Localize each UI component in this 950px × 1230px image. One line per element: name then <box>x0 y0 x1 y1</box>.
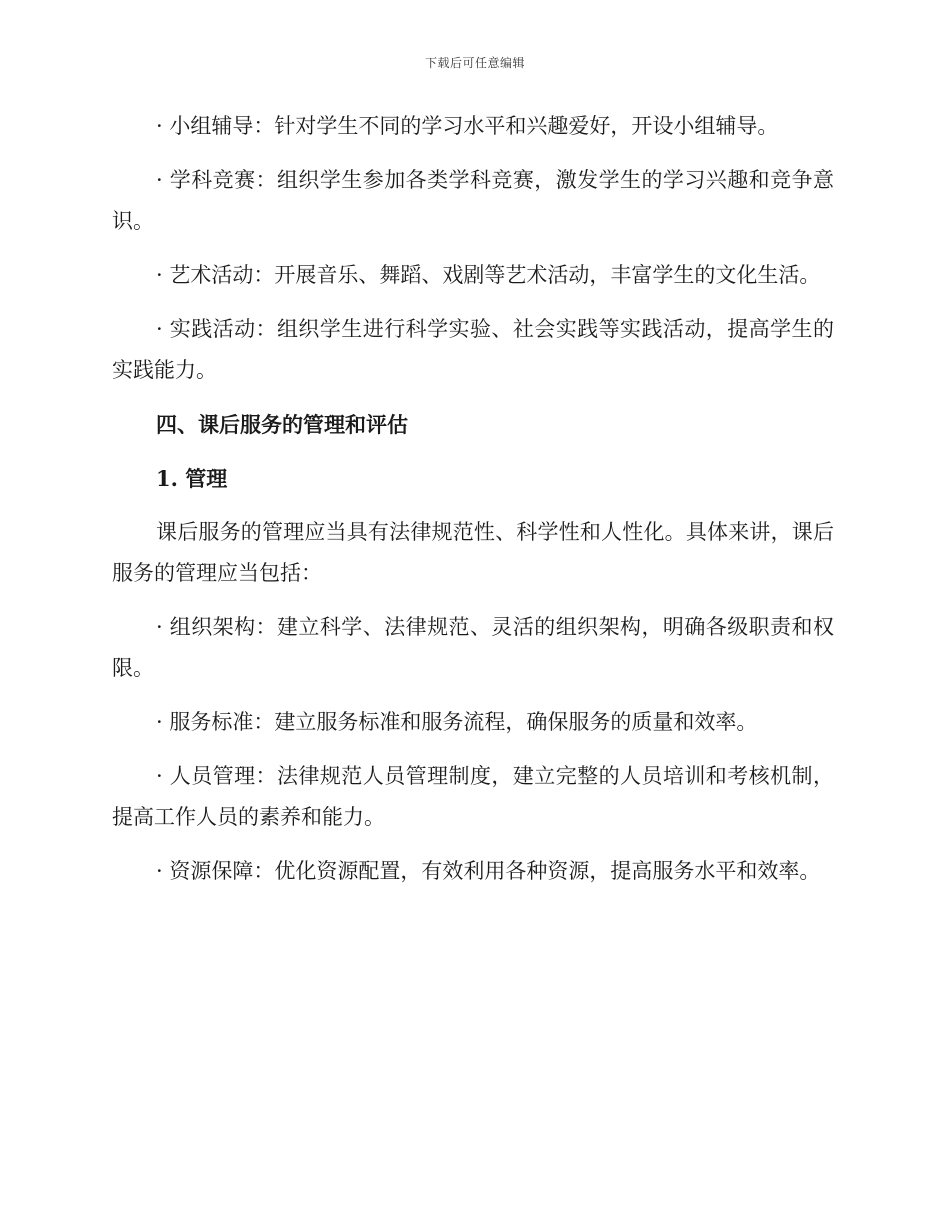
document-body <box>112 106 834 905</box>
subsection-heading-management: 1. 管理 <box>156 466 228 491</box>
bullet-art-activities: · 艺术活动：开展音乐、舞蹈、戏剧等艺术活动，丰富学生的文化生活。 <box>156 263 821 287</box>
bullet-resource-guarantee: · 资源保障：优化资源配置，有效利用各种资源，提高服务水平和效率。 <box>156 859 821 883</box>
bullet-subject-competition: · 学科竞赛：组织学生参加各类学科竞赛，激发学生的学习兴趣和竞争意识。 <box>112 168 834 233</box>
bullet-service-standards: · 服务标准：建立服务标准和服务流程，确保服务的质量和效率。 <box>156 710 758 734</box>
bullet-practice-activities: · 实践活动：组织学生进行科学实验、社会实践等实践活动，提高学生的实践能力。 <box>112 317 834 382</box>
page-header-note: 下载后可任意编辑 <box>424 56 525 70</box>
bullet-personnel-management: · 人员管理：法律规范人员管理制度，建立完整的人员培训和考核机制，提高工作人员的素养和能力。 <box>112 764 834 829</box>
section-heading-management-evaluation: 四、课后服务的管理和评估 <box>156 412 408 437</box>
bullet-group-tutoring: · 小组辅导：针对学生不同的学习水平和兴趣爱好，开设小组辅导。 <box>156 114 779 138</box>
paragraph-management-intro: 课后服务的管理应当具有法律规范性、科学性和人性化。具体来讲，课后服务的管理应当包括： <box>112 520 834 585</box>
bullet-organization-structure: · 组织架构：建立科学、法律规范、灵活的组织架构，明确各级职责和权限。 <box>112 615 834 680</box>
